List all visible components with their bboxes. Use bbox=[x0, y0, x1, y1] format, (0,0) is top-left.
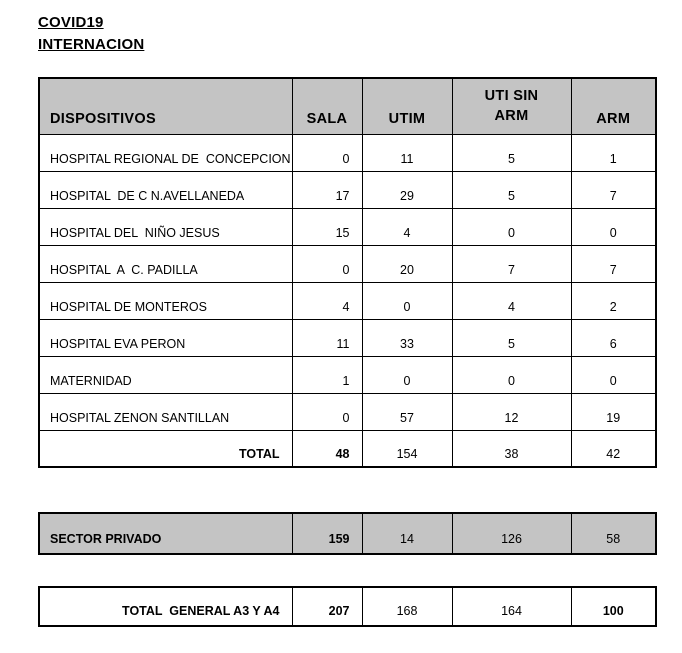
cell-total-label: TOTAL bbox=[39, 430, 292, 467]
cell-sector-privado-arm: 58 bbox=[571, 513, 656, 554]
cell-arm: 0 bbox=[571, 356, 656, 393]
total-general-body bbox=[39, 587, 656, 626]
cell-utim: 11 bbox=[362, 134, 452, 171]
main-table-header bbox=[39, 78, 656, 134]
cell-arm: 7 bbox=[571, 171, 656, 208]
cell-total-uti-sin-arm: 38 bbox=[452, 430, 571, 467]
cell-dispositivo-name: HOSPITAL ZENON SANTILLAN bbox=[39, 393, 292, 430]
cell-utim: 0 bbox=[362, 282, 452, 319]
cell-sala: 15 bbox=[292, 208, 362, 245]
cell-dispositivo-name: MATERNIDAD bbox=[39, 356, 292, 393]
table-header-row bbox=[39, 78, 656, 134]
table-row bbox=[39, 245, 656, 282]
page-title-line-2: INTERNACION bbox=[38, 35, 145, 53]
cell-dispositivo-name: HOSPITAL DE MONTEROS bbox=[39, 282, 292, 319]
cell-total-general-sala: 207 bbox=[292, 587, 362, 626]
column-header-dispositivos: DISPOSITIVOS bbox=[39, 78, 292, 134]
cell-uti-sin-arm: 0 bbox=[452, 208, 571, 245]
cell-arm: 19 bbox=[571, 393, 656, 430]
cell-dispositivo-name: HOSPITAL EVA PERON bbox=[39, 319, 292, 356]
table-total-row bbox=[39, 430, 656, 467]
column-header-uti-sin-arm-line2: ARM bbox=[494, 107, 529, 124]
column-header-uti-sin-arm-line1: UTI SIN bbox=[484, 88, 539, 105]
cell-dispositivo-name: HOSPITAL A C. PADILLA bbox=[39, 245, 292, 282]
cell-dispositivo-name: HOSPITAL DE C N.AVELLANEDA bbox=[39, 171, 292, 208]
cell-uti-sin-arm: 5 bbox=[452, 171, 571, 208]
cell-total-general-uti-sin-arm: 164 bbox=[452, 587, 571, 626]
cell-total-utim: 154 bbox=[362, 430, 452, 467]
cell-sala: 0 bbox=[292, 134, 362, 171]
cell-sala: 11 bbox=[292, 319, 362, 356]
cell-total-arm: 42 bbox=[571, 430, 656, 467]
table-row bbox=[39, 319, 656, 356]
cell-total-general-utim: 168 bbox=[362, 587, 452, 626]
cell-dispositivo-name: HOSPITAL REGIONAL DE CONCEPCION bbox=[39, 134, 292, 171]
total-general-table bbox=[38, 586, 657, 627]
cell-utim: 0 bbox=[362, 356, 452, 393]
cell-sector-privado-utim: 14 bbox=[362, 513, 452, 554]
cell-total-general-label: TOTAL GENERAL A3 Y A4 bbox=[39, 587, 292, 626]
cell-total-general-arm: 100 bbox=[571, 587, 656, 626]
column-header-sala: SALA bbox=[292, 78, 362, 134]
cell-uti-sin-arm: 4 bbox=[452, 282, 571, 319]
table-row bbox=[39, 208, 656, 245]
cell-sala: 1 bbox=[292, 356, 362, 393]
table-row bbox=[39, 282, 656, 319]
cell-arm: 2 bbox=[571, 282, 656, 319]
cell-arm: 6 bbox=[571, 319, 656, 356]
cell-arm: 0 bbox=[571, 208, 656, 245]
table-row bbox=[39, 171, 656, 208]
cell-utim: 57 bbox=[362, 393, 452, 430]
table-row bbox=[39, 587, 656, 626]
page-title-line-1: COVID19 bbox=[38, 14, 104, 31]
sector-privado-table bbox=[38, 512, 657, 555]
cell-dispositivo-name: HOSPITAL DEL NIÑO JESUS bbox=[39, 208, 292, 245]
cell-utim: 33 bbox=[362, 319, 452, 356]
cell-uti-sin-arm: 5 bbox=[452, 134, 571, 171]
cell-sector-privado-label: SECTOR PRIVADO bbox=[39, 513, 292, 554]
table-row bbox=[39, 134, 656, 171]
column-header-utim: UTIM bbox=[362, 78, 452, 134]
cell-sector-privado-uti-sin-arm: 126 bbox=[452, 513, 571, 554]
cell-sala: 0 bbox=[292, 393, 362, 430]
sector-privado-body bbox=[39, 513, 656, 554]
cell-sector-privado-sala: 159 bbox=[292, 513, 362, 554]
column-header-uti-sin-arm bbox=[452, 78, 571, 134]
column-header-arm: ARM bbox=[571, 78, 656, 134]
cell-sala: 4 bbox=[292, 282, 362, 319]
cell-utim: 29 bbox=[362, 171, 452, 208]
table-row bbox=[39, 513, 656, 554]
internacion-main-table bbox=[38, 77, 657, 468]
cell-uti-sin-arm: 5 bbox=[452, 319, 571, 356]
cell-uti-sin-arm: 0 bbox=[452, 356, 571, 393]
cell-utim: 20 bbox=[362, 245, 452, 282]
table-row bbox=[39, 356, 656, 393]
cell-utim: 4 bbox=[362, 208, 452, 245]
cell-arm: 1 bbox=[571, 134, 656, 171]
main-table-body bbox=[39, 134, 656, 467]
cell-arm: 7 bbox=[571, 245, 656, 282]
cell-sala: 0 bbox=[292, 245, 362, 282]
table-row bbox=[39, 393, 656, 430]
cell-uti-sin-arm: 7 bbox=[452, 245, 571, 282]
cell-uti-sin-arm: 12 bbox=[452, 393, 571, 430]
cell-sala: 17 bbox=[292, 171, 362, 208]
page-title-block bbox=[38, 12, 144, 56]
cell-total-sala: 48 bbox=[292, 430, 362, 467]
